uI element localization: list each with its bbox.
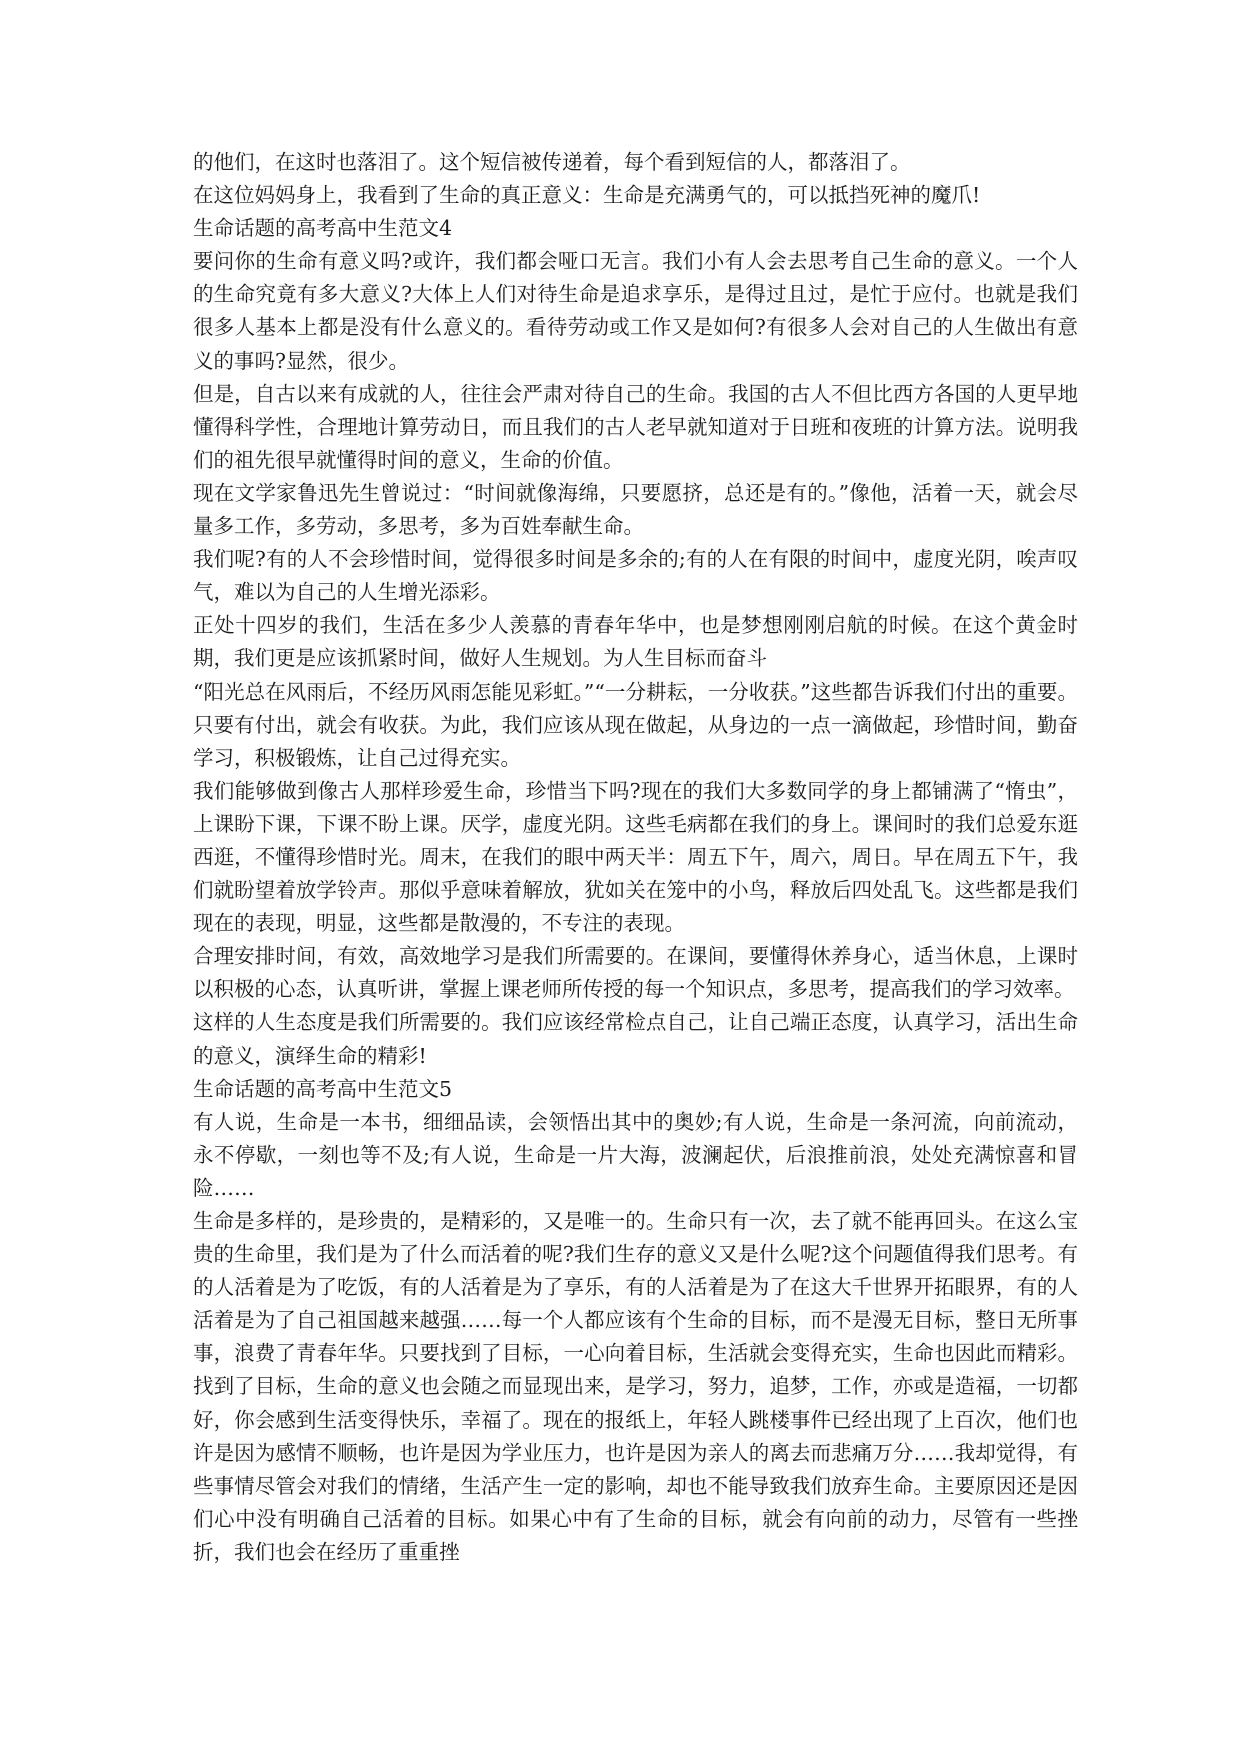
- paragraph: 合理安排时间，有效，高效地学习是我们所需要的。在课间，要懂得休养身心，适当休息，上课时以积极的心态，认真听讲，掌握上课老师所传授的每一个知识点，多思考，提高我们的学习效率。: [193, 944, 1078, 1002]
- paragraph: 我们能够做到像古人那样珍爱生命，珍惜当下吗?现在的我们大多数同学的身上都铺满了“惰虫”，上课盼下课，下课不盼上课。厌学，虚度光阴。这些毛病都在我们的身上。课间时的我们总爱东逛西逛，不懂得珍惜时光。周末，在我们的眼中两天半：周五下午，周六，周日。早在周五下午，我们就盼望着放学铃声。那似乎意味着解放，犹如关在笼中的小鸟，释放后四处乱飞。这些都是我们现在的表现，明显，这些都是散漫的，不专注的表现。: [193, 778, 1078, 936]
- section-heading: 生命话题的高考高中生范文5: [193, 1076, 453, 1101]
- paragraph: 的他们，在这时也落泪了。这个短信被传递着，每个看到短信的人，都落泪了。: [193, 150, 911, 174]
- paragraph: 要问你的生命有意义吗?或许，我们都会哑口无言。我们小有人会去思考自己生命的意义。一个人的生命究竟有多大意义?大体上人们对待生命是追求享乐，是得过且过，是忙于应付。也就是我们很多人基本上都是没有什么意义的。看待劳动或工作又是如何?有很多人会对自己的人生做出有意义的事吗?显然，很少。: [193, 249, 1078, 373]
- paragraph: 在这位妈妈身上，我看到了生命的真正意义：生命是充满勇气的，可以抵挡死神的魔爪!: [193, 183, 981, 208]
- paragraph: 生命是多样的，是珍贵的，是精彩的，又是唯一的。生命只有一次，去了就不能再回头。在这么宝贵的生命里，我们是为了什么而活着的呢?我们生存的意义又是什么呢?这个问题值得我们思考。有的人活着是为了吃饭，有的人活着是为了享乐，有的人活着是为了在这大千世界开拓眼界，有的人活着是为了自己祖国越来越强……每一个人都应该有个生命的目标，而不是漫无目标，整日无所事事，浪费了青春年华。只要找到了目标，一心向着目标，生活就会变得充实，生命也因此而精彩。找到了目标，生命的意义也会随之而显现出来，是学习，努力，追梦，工作，亦或是造福，一切都好，你会感到生活变得快乐，幸福了。现在的报纸上，年轻人跳楼事件已经出现了上百次，他们也许是因为感情不顺畅，也许是因为学业压力，也许是因为亲人的离去而悲痛万分……我却觉得，有些事情尽管会对我们的情绪，生活产生一定的影响，却也不能导致我们放弃生命。主要原因还是因们心中没有明确自己活着的目标。如果心中有了生命的目标，就会有向前的动力，尽管有一些挫折，我们也会在经历了重重挫: [193, 1209, 1078, 1564]
- paragraph: 现在文学家鲁迅先生曾说过：“时间就像海绵，只要愿挤，总还是有的。”像他，活着一天，就会尽量多工作，多劳动，多思考，多为百姓奉献生命。: [193, 480, 1078, 539]
- paragraph: “阳光总在风雨后，不经历风雨怎能见彩虹。”“一分耕耘，一分收获。”这些都告诉我们付出的重要。只要有付出，就会有收获。为此，我们应该从现在做起，从身边的一点一滴做起，珍惜时间，勤奋学习，积极锻炼，让自己过得充实。: [193, 679, 1078, 770]
- paragraph: 这样的人生态度是我们所需要的。我们应该经常检点自己，让自己端正态度，认真学习，活出生命的意义，演绎生命的精彩!: [193, 1010, 1078, 1068]
- document-page: [193, 146, 1078, 1569]
- paragraph: 我们呢?有的人不会珍惜时间，觉得很多时间是多余的;有的人在有限的时间中，虚度光阴，唉声叹气，难以为自己的人生增光添彩。: [193, 547, 1078, 605]
- paragraph: 但是，自古以来有成就的人，往往会严肃对待自己的生命。我国的古人不但比西方各国的人更早地懂得科学性，合理地计算劳动日，而且我们的古人老早就知道对于日班和夜班的计算方法。说明我们的祖先很早就懂得时间的意义，生命的价值。: [193, 381, 1078, 472]
- paragraph: 正处十四岁的我们，生活在多少人羡慕的青春年华中，也是梦想刚刚启航的时候。在这个黄金时期，我们更是应该抓紧时间，做好人生规划。为人生目标而奋斗: [193, 613, 1078, 671]
- paragraph: 有人说，生命是一本书，细细品读，会领悟出其中的奥妙;有人说，生命是一条河流，向前流动，永不停歇，一刻也等不及;有人说，生命是一片大海，波澜起伏，后浪推前浪，处处充满惊喜和冒险……: [193, 1109, 1078, 1200]
- section-heading: 生命话题的高考高中生范文4: [193, 216, 453, 241]
